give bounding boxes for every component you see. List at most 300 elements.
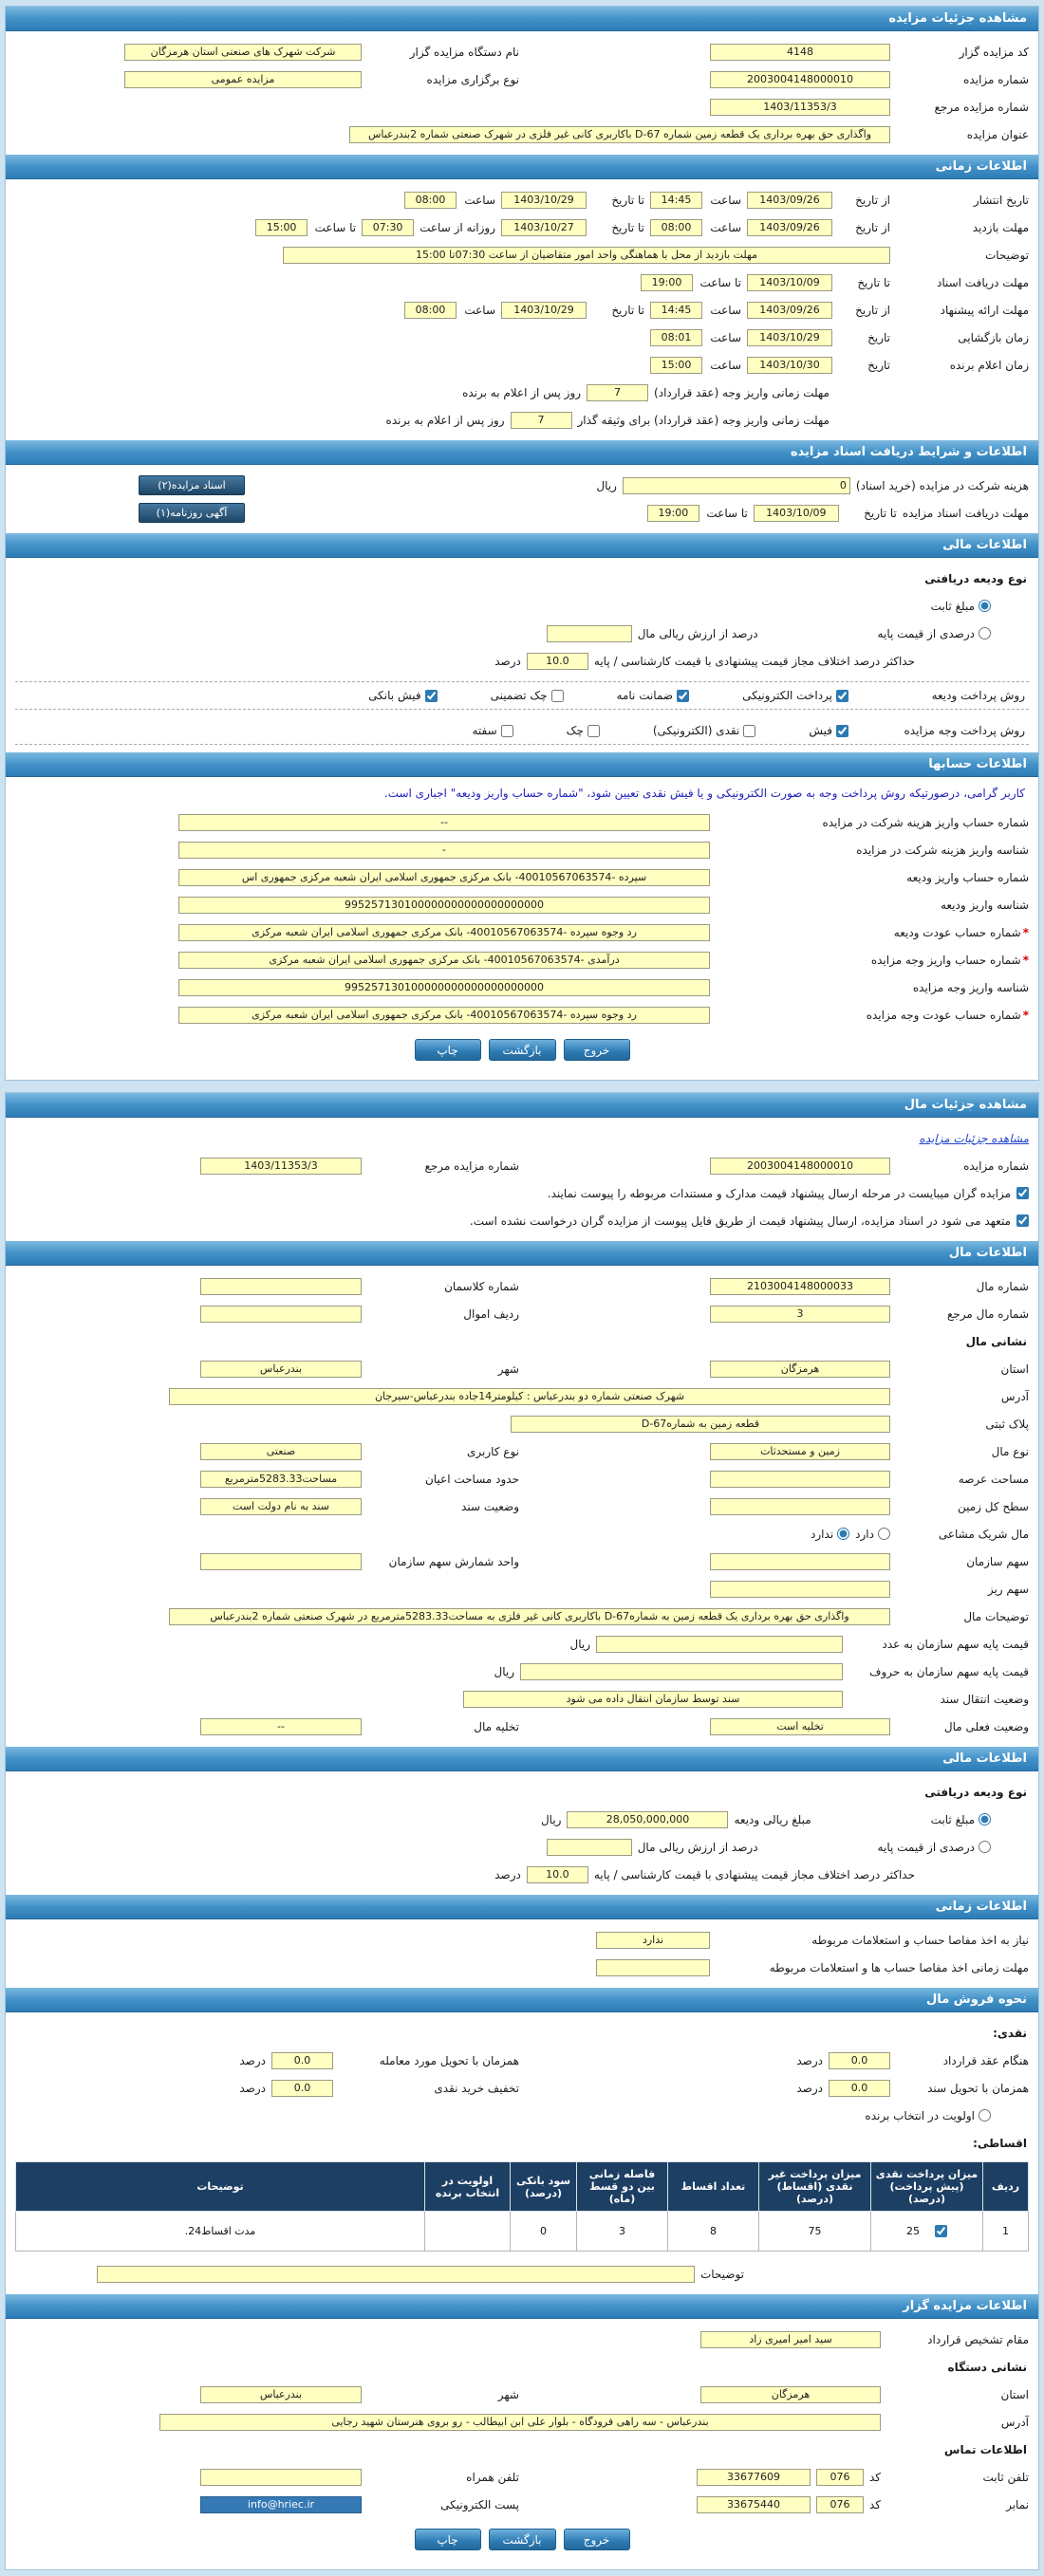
percent-label: درصد xyxy=(796,2053,823,2067)
clearance-deadline-input[interactable] xyxy=(596,1959,710,1976)
guarantee-letter-option xyxy=(617,689,690,702)
vacate-input[interactable] xyxy=(200,1718,362,1735)
cash-electronic-label: نقدی (الکترونیکی) xyxy=(652,724,740,737)
sub-share-input[interactable] xyxy=(710,1581,890,1598)
base-price-words-row xyxy=(15,1659,1029,1684)
general-row-2 xyxy=(15,66,1029,92)
asset-notes-input[interactable] xyxy=(169,1608,890,1625)
at-delivery-input[interactable] xyxy=(271,2052,333,2069)
fee-deposit-id-row xyxy=(15,837,1029,862)
org-address-input[interactable] xyxy=(159,2414,881,2431)
address-label: آدرس xyxy=(1000,2415,1029,2429)
percent-of-value-input-2[interactable] xyxy=(547,1839,632,1856)
deposit-type-label-2: نوع ودیعه دریافتی xyxy=(924,1785,1027,1799)
hour-label: ساعت xyxy=(710,330,741,344)
winner-announce-row xyxy=(15,352,1029,378)
auction-docs-button[interactable]: اسناد مزایده(۲) xyxy=(139,475,245,495)
rial-label: ریال xyxy=(569,1637,590,1651)
col-noncash-percent: میزان پرداخت غیر نقدی (اقساط)(درصد) xyxy=(759,2162,871,2212)
deposit-account-input[interactable] xyxy=(178,869,710,886)
attachments-required-checkbox[interactable] xyxy=(1016,1187,1029,1199)
visit-from-date-input[interactable] xyxy=(747,219,832,236)
org-share-row xyxy=(15,1548,1029,1574)
usage-type-label: نوع کاربری xyxy=(466,1444,519,1458)
exit-button[interactable]: خروج xyxy=(564,2529,630,2550)
hour-label: ساعت xyxy=(710,193,741,207)
col-installment-count: تعداد اقساط xyxy=(668,2162,759,2212)
cell-installment-gap: 3 xyxy=(577,2212,668,2252)
max-diff-row-2 xyxy=(15,1862,1029,1887)
deposit-type-row xyxy=(15,565,1029,591)
fax-row xyxy=(15,2492,1029,2517)
auction-payment-id-input[interactable] xyxy=(178,979,710,996)
exit-button[interactable]: خروج xyxy=(564,1039,630,1061)
newspaper-ad-button[interactable]: آگهی روزنامه(۱) xyxy=(139,503,245,523)
auction-ref-input[interactable] xyxy=(200,1158,362,1175)
share-unit-input[interactable] xyxy=(200,1553,362,1570)
org-province-input[interactable] xyxy=(700,2386,881,2403)
winner-date-input[interactable] xyxy=(747,357,832,374)
guarantor-payment-deadline-label: مهلت زمانی واریز وجه (عقد قرارداد) برای وثیقه گذار xyxy=(577,413,830,427)
cell-installment-count: 8 xyxy=(668,2212,759,2252)
promissory-note-label: سفته xyxy=(472,724,497,737)
asset-notes-row xyxy=(15,1603,1029,1629)
email-input[interactable] xyxy=(200,2496,362,2513)
phone-number-input[interactable] xyxy=(697,2469,811,2486)
docs-receive-time-input[interactable] xyxy=(647,505,699,522)
asset-address-subheader: نشانی مال xyxy=(965,1334,1027,1348)
financial-info-title-1: اطلاعات مالی xyxy=(942,538,1027,552)
publish-date-row xyxy=(15,187,1029,213)
installment-table-row xyxy=(16,2212,1029,2252)
auction-ref-input[interactable] xyxy=(710,99,890,116)
base-price-number-row xyxy=(15,1631,1029,1657)
visit-to-date-input[interactable] xyxy=(501,219,587,236)
asset-address-input[interactable] xyxy=(169,1388,890,1405)
asset-city-input[interactable] xyxy=(200,1361,362,1378)
current-status-label: وضعیت فعلی مال xyxy=(943,1719,1029,1733)
max-diff-label: حداکثر درصد اختلاف مجاز قیمت پیشنهادی با قیمت کارشناسی / پایه xyxy=(593,654,915,668)
deed-transfer-input[interactable] xyxy=(463,1691,843,1708)
time-info-section-2 xyxy=(6,1919,1038,1988)
at-contract-label: هنگام عقد قرارداد xyxy=(942,2053,1029,2067)
fee-deposit-id-input[interactable] xyxy=(178,842,710,859)
asset-number-input[interactable] xyxy=(710,1278,890,1295)
cash-subheader: نقدی: xyxy=(993,2026,1027,2040)
deposit-type-row-2 xyxy=(15,1779,1029,1805)
hour-label: ساعت xyxy=(464,303,495,317)
auction-type-label: نوع برگزاری مزایده xyxy=(426,72,519,86)
percent-of-base-radio[interactable] xyxy=(979,627,991,639)
current-status-row xyxy=(15,1714,1029,1739)
org-address-row xyxy=(15,2409,1029,2435)
docs-deadline-date-input[interactable] xyxy=(747,274,832,291)
rial-label: ریال xyxy=(596,478,617,492)
asset-ref-row xyxy=(15,1301,1029,1326)
building-area-input[interactable] xyxy=(200,1471,362,1488)
visit-daily-from-input[interactable] xyxy=(362,219,414,236)
visit-from-time-input[interactable] xyxy=(650,219,702,236)
phone-row xyxy=(15,2464,1029,2490)
sale-notes-label: توضیحات xyxy=(699,2267,744,2281)
promissory-note-option xyxy=(472,724,513,737)
asset-ref-input[interactable] xyxy=(710,1306,890,1323)
row-select-checkbox[interactable] xyxy=(935,2225,947,2237)
back-link-row xyxy=(15,1125,1029,1151)
opening-time-label: زمان بازگشایی xyxy=(958,330,1029,344)
participation-fee-input[interactable] xyxy=(623,477,850,494)
offer-from-time-input[interactable] xyxy=(650,302,702,319)
at-deed-label: همزمان با تحویل سند xyxy=(927,2081,1029,2095)
auction-ref-label: شماره مزایده مرجع xyxy=(424,1158,519,1173)
certified-check-option xyxy=(491,689,564,702)
classification-number-input[interactable] xyxy=(200,1278,362,1295)
land-area-row xyxy=(15,1466,1029,1492)
visit-daily-to-input[interactable] xyxy=(255,219,308,236)
fee-deposit-id-label: شناسه واریز هزینه شرکت در مزایده xyxy=(856,843,1029,857)
print-button[interactable]: چاپ xyxy=(415,1039,481,1061)
city-label: شهر xyxy=(497,1362,519,1376)
deposit-return-account-label: *شماره حساب عودت ودیعه xyxy=(893,925,1029,939)
fixed-amount-row xyxy=(15,593,1029,619)
check-label: چک xyxy=(566,724,584,737)
installment-subheader: اقساطی: xyxy=(973,2136,1027,2150)
time-info-title-2: اطلاعات زمانی xyxy=(935,1900,1027,1914)
view-auction-details-link[interactable]: مشاهده جزئیات مزایده xyxy=(919,1131,1029,1145)
daily-from-label: روزانه از ساعت xyxy=(419,220,495,234)
installment-subheader-row xyxy=(15,2130,1029,2156)
bidder-code-label: کد مزایده گزار xyxy=(959,45,1029,59)
auction-details-title: مشاهده جزئیات مزایده xyxy=(888,11,1027,26)
from-date-label: از تاریخ xyxy=(855,193,890,207)
cash-discount-input[interactable] xyxy=(271,2080,333,2097)
land-area-label: مساحت عرصه xyxy=(958,1472,1029,1486)
no-file-request-checkbox[interactable] xyxy=(1016,1214,1029,1227)
to-hour-label: تا ساعت xyxy=(314,220,357,234)
installment-table xyxy=(15,2161,1029,2252)
has-radio[interactable] xyxy=(878,1528,890,1540)
contact-subheader: اطلاعات تماس xyxy=(943,2442,1027,2456)
deposit-id-row xyxy=(15,892,1029,917)
org-city-input[interactable] xyxy=(200,2386,362,2403)
guarantor-payment-days-input[interactable] xyxy=(511,412,572,429)
slip-label: فیش xyxy=(809,724,832,737)
no-file-request-row xyxy=(15,1208,1029,1233)
asset-address-subheader-row xyxy=(15,1328,1029,1354)
sub-share-row xyxy=(15,1576,1029,1602)
clearance-needed-label: نیاز به اخذ مفاصا حساب و استعلامات مربوطه xyxy=(811,1933,1029,1947)
from-date-label: از تاریخ xyxy=(855,220,890,234)
percent-of-base-radio-2[interactable] xyxy=(979,1841,991,1853)
publish-from-date-input[interactable] xyxy=(747,192,832,209)
sale-notes-input[interactable] xyxy=(97,2266,695,2283)
asset-info-header xyxy=(6,1241,1038,1266)
required-asterisk: * xyxy=(1022,953,1029,967)
cash-percent-value: 25 xyxy=(906,2225,920,2237)
shared-ownership-row xyxy=(15,1521,1029,1547)
base-price-number-input[interactable] xyxy=(596,1636,843,1653)
deposit-payment-methods-row xyxy=(15,681,1029,710)
cash-discount-label: تخفیف خرید نقدی xyxy=(434,2081,519,2095)
publish-from-time-input[interactable] xyxy=(650,192,702,209)
phone-code-input[interactable] xyxy=(816,2469,864,2486)
fixed-amount-label-2: مبلغ ثابت xyxy=(930,1812,975,1826)
at-delivery-label: همزمان با تحویل مورد معامله xyxy=(379,2053,519,2067)
to-date-label: تا تاریخ xyxy=(857,275,890,289)
asset-type-input[interactable] xyxy=(710,1443,890,1460)
rial-label: ریال xyxy=(494,1664,514,1678)
auction-payment-account-input[interactable] xyxy=(178,952,710,969)
col-installment-gap: فاصله زمانی بین دو قسط (ماه) xyxy=(577,2162,668,2212)
base-price-words-input[interactable] xyxy=(520,1663,843,1680)
asset-province-city-row xyxy=(15,1356,1029,1381)
visit-deadline-label: مهلت بازدید xyxy=(972,220,1029,234)
electronic-payment-option xyxy=(742,689,848,702)
winner-announce-label: زمان اعلام برنده xyxy=(949,358,1029,372)
mobile-input[interactable] xyxy=(200,2469,362,2486)
to-hour-label: تا ساعت xyxy=(699,275,741,289)
asset-notes-label: توضیحات مال xyxy=(963,1609,1029,1623)
area-code-label: کد xyxy=(868,2497,881,2511)
land-area-input[interactable] xyxy=(710,1471,890,1488)
vacate-label: تخلیه مال xyxy=(474,1719,519,1733)
org-address-subheader: نشانی دستگاه xyxy=(947,2360,1027,2374)
org-address-subheader-row xyxy=(15,2354,1029,2380)
contact-subheader-row xyxy=(15,2437,1029,2462)
current-status-input[interactable] xyxy=(710,1718,890,1735)
participation-fee-row xyxy=(15,473,1029,498)
asset-general-section xyxy=(6,1118,1038,1241)
registration-plate-label: پلاک ثبتی xyxy=(985,1417,1029,1431)
percent-of-base-label: درصدی از قیمت پایه xyxy=(877,626,975,640)
offer-to-date-input[interactable] xyxy=(501,302,587,319)
docs-deadline-label: مهلت دریافت اسناد xyxy=(936,275,1029,289)
deposit-amount-label: مبلغ ریالی ودیعه xyxy=(734,1812,811,1826)
auction-type-input[interactable] xyxy=(124,71,362,88)
back-button[interactable]: بازگشت xyxy=(489,1039,556,1061)
print-button[interactable]: چاپ xyxy=(415,2529,481,2550)
has-not-label: ندارد xyxy=(811,1527,834,1541)
offer-deadline-label: مهلت ارائه پیشنهاد xyxy=(940,303,1029,317)
contract-payment-days-input[interactable] xyxy=(587,384,648,401)
percent-of-base-label-2: درصدی از قیمت پایه xyxy=(877,1840,975,1854)
fixed-amount-radio-2[interactable] xyxy=(979,1813,991,1825)
accounts-notice: کاربر گرامی، درصورتیکه روش پرداخت وجه به صورت الکترونیکی و یا فیش نقدی تعیین شود، "شماره حساب واریز ودیعه" اجباری است. xyxy=(383,787,1025,800)
contract-payment-deadline-label: مهلت زمانی واریز وجه (عقد قرارداد) xyxy=(654,385,830,399)
cell-noncash-percent: 75 xyxy=(759,2212,871,2252)
electronic-payment-label: پرداخت الکترونیکی xyxy=(742,689,832,702)
certified-check-label: چک تضمینی xyxy=(490,689,548,702)
percent-of-value-label-2: درصد از ارزش ریالی مال xyxy=(637,1840,758,1854)
max-diff-input-2[interactable] xyxy=(527,1866,588,1883)
shared-ownership-label: مال شریک مشاعی xyxy=(938,1527,1029,1541)
auction-number-input[interactable] xyxy=(710,1158,890,1175)
auction-payment-account-label: *شماره حساب واریز وجه مزایده xyxy=(870,953,1029,967)
offer-from-date-input[interactable] xyxy=(747,302,832,319)
asset-number-label: شماره مال xyxy=(976,1279,1029,1293)
bank-slip-checkbox[interactable] xyxy=(425,690,438,702)
email-label: پست الکترونیکی xyxy=(440,2497,519,2511)
auction-return-account-label: *شماره حساب عودت وجه مزایده xyxy=(866,1008,1029,1022)
auction-payment-methods-row xyxy=(15,717,1029,745)
cash-subheader-row xyxy=(15,2020,1029,2046)
deposit-return-account-row xyxy=(15,919,1029,945)
financial-info-section-1 xyxy=(6,558,1038,752)
promissory-note-checkbox[interactable] xyxy=(501,725,513,737)
auctioneer-info-title: اطلاعات مزایده گزار xyxy=(903,2299,1027,2313)
accounts-info-section xyxy=(6,777,1038,1080)
total-land-input[interactable] xyxy=(710,1498,890,1515)
col-row-number: ردیف xyxy=(983,2162,1029,2212)
area-code-label: کد xyxy=(868,2470,881,2484)
asset-number-row xyxy=(15,1273,1029,1299)
auction-title-input[interactable] xyxy=(349,126,890,143)
registration-plate-input[interactable] xyxy=(511,1416,890,1433)
max-diff-input[interactable] xyxy=(527,653,588,670)
cash-electronic-checkbox[interactable] xyxy=(743,725,755,737)
guarantee-letter-label: ضمانت نامه xyxy=(616,689,674,702)
required-asterisk: * xyxy=(1022,925,1029,939)
mobile-label: تلفن همراه xyxy=(466,2470,519,2484)
date-label: تاریخ xyxy=(867,358,890,372)
deposit-account-label: شماره حساب واریز ودیعه xyxy=(906,870,1029,884)
asset-info-title: اطلاعات مال xyxy=(948,1246,1027,1260)
has-not-option xyxy=(811,1528,849,1541)
visit-note-label: توضیحات xyxy=(984,248,1029,262)
at-contract-input[interactable] xyxy=(829,2052,890,2069)
asset-type-label: نوع مال xyxy=(991,1444,1029,1458)
hour-label: ساعت xyxy=(710,220,741,234)
deed-transfer-label: وضعیت انتقال سند xyxy=(940,1692,1029,1706)
financial-info-section-2 xyxy=(6,1771,1038,1895)
clearance-needed-row xyxy=(15,1927,1029,1953)
winner-time-input[interactable] xyxy=(650,357,702,374)
contract-officer-input[interactable] xyxy=(700,2331,881,2348)
date-label: تاریخ xyxy=(867,330,890,344)
required-asterisk: * xyxy=(1022,1008,1029,1022)
slip-option xyxy=(809,724,848,737)
docs-receive-deadline-label: مهلت دریافت اسناد مزایده xyxy=(902,506,1029,520)
docs-terms-header xyxy=(6,440,1038,465)
col-notes: توضیحات xyxy=(16,2162,425,2212)
auction-payment-id-label: شناسه واریز وجه مزایده xyxy=(912,980,1029,994)
time-info-header-2 xyxy=(6,1895,1038,1919)
sale-method-header xyxy=(6,1988,1038,2012)
slip-checkbox[interactable] xyxy=(836,725,848,737)
percent-of-base-row-2 xyxy=(15,1834,1029,1860)
to-date-label: تا تاریخ xyxy=(611,303,644,317)
city-label: شهر xyxy=(497,2387,519,2401)
asset-address-row xyxy=(15,1383,1029,1409)
auction-payment-methods-label: روش پرداخت وجه مزایده xyxy=(904,724,1025,737)
col-bank-interest: سود بانکی (درصد) xyxy=(511,2162,577,2212)
panel1-buttons xyxy=(15,1029,1029,1072)
asset-info-section xyxy=(6,1266,1038,1747)
docs-terms-title: اطلاعات و شرایط دریافت اسناد مزایده xyxy=(790,445,1027,459)
bidder-code-input[interactable] xyxy=(710,44,890,61)
percent-label: درصد xyxy=(796,2081,823,2095)
has-not-radio[interactable] xyxy=(837,1528,849,1540)
clearance-needed-input[interactable] xyxy=(596,1932,710,1949)
asset-ref-label: شماره مال مرجع xyxy=(946,1307,1029,1321)
financial-info-header-1 xyxy=(6,533,1038,558)
deposit-id-input[interactable] xyxy=(178,897,710,914)
guarantee-letter-checkbox[interactable] xyxy=(677,690,689,702)
fee-deposit-account-input[interactable] xyxy=(178,814,710,831)
deposit-amount-input[interactable] xyxy=(567,1811,728,1828)
fax-code-input[interactable] xyxy=(816,2496,864,2513)
max-diff-row xyxy=(15,648,1029,674)
at-deed-input[interactable] xyxy=(829,2080,890,2097)
installment-table-header-row xyxy=(16,2162,1029,2212)
org-share-input[interactable] xyxy=(710,1553,890,1570)
accounts-info-title: اطلاعات حسابها xyxy=(928,757,1027,771)
contract-officer-row xyxy=(15,2326,1029,2352)
sale-notes-row xyxy=(15,2261,1029,2287)
docs-receive-date-input[interactable] xyxy=(754,505,839,522)
auction-return-account-input[interactable] xyxy=(178,1007,710,1024)
publish-to-time-input[interactable] xyxy=(404,192,457,209)
rial-label: ریال xyxy=(540,1812,562,1826)
percent-label: درصد xyxy=(239,2053,266,2067)
no-file-request-label: متعهد می شود در اسناد مزایده، ارسال پیشنهاد قیمت از طریق فایل پیوست از مزایده گران درخواست نشده است. xyxy=(469,1214,1011,1228)
col-winner-priority: اولویت در انتخاب برنده xyxy=(425,2162,511,2212)
base-price-number-label: قیمت پایه سهم سازمان به عدد xyxy=(882,1637,1029,1651)
percent-of-value-input[interactable] xyxy=(547,625,632,642)
asset-row-input[interactable] xyxy=(200,1306,362,1323)
publish-date-label: تاریخ انتشار xyxy=(973,193,1029,207)
asset-province-input[interactable] xyxy=(710,1361,890,1378)
org-name-input[interactable] xyxy=(124,44,362,61)
opening-date-input[interactable] xyxy=(747,329,832,346)
cash-row-1 xyxy=(15,2048,1029,2073)
cash-priority-radio[interactable] xyxy=(979,2109,991,2122)
check-checkbox[interactable] xyxy=(587,725,600,737)
asset-row-label: ردیف اموال xyxy=(463,1307,519,1321)
contract-officer-label: مقام تشخیص قرارداد xyxy=(927,2332,1029,2346)
deposit-account-row xyxy=(15,864,1029,890)
fee-deposit-account-row xyxy=(15,809,1029,835)
docs-terms-section xyxy=(6,465,1038,533)
visit-note-input[interactable] xyxy=(283,247,890,264)
classification-number-label: شماره کلاسمان xyxy=(444,1279,519,1293)
deed-status-input[interactable] xyxy=(200,1498,362,1515)
days-after-win-label: روز پس از اعلام به برنده xyxy=(385,413,505,427)
fax-number-input[interactable] xyxy=(697,2496,811,2513)
auction-number-input[interactable] xyxy=(710,71,890,88)
back-button[interactable]: بازگشت xyxy=(489,2529,556,2550)
fixed-amount-radio[interactable] xyxy=(979,600,991,612)
electronic-payment-checkbox[interactable] xyxy=(836,690,848,702)
publish-to-date-input[interactable] xyxy=(501,192,587,209)
clearance-deadline-row xyxy=(15,1955,1029,1980)
certified-check-checkbox[interactable] xyxy=(551,690,564,702)
opening-time-input[interactable] xyxy=(650,329,702,346)
deposit-return-account-input[interactable] xyxy=(178,924,710,941)
cell-winner-priority xyxy=(425,2212,511,2252)
bank-slip-label: فیش بانکی xyxy=(368,689,421,702)
offer-to-time-input[interactable] xyxy=(404,302,457,319)
docs-deadline-time-input[interactable] xyxy=(641,274,693,291)
auction-details-header xyxy=(6,7,1038,31)
general-row-1 xyxy=(15,39,1029,65)
to-date-label: تا تاریخ xyxy=(611,220,644,234)
usage-type-input[interactable] xyxy=(200,1443,362,1460)
fax-label: نمابر xyxy=(1006,2497,1029,2511)
cell-notes: مدت اقساط24. xyxy=(16,2212,425,2252)
to-date-label: تا تاریخ xyxy=(864,506,897,520)
deposit-id-label: شناسه واریز ودیعه xyxy=(940,898,1029,912)
